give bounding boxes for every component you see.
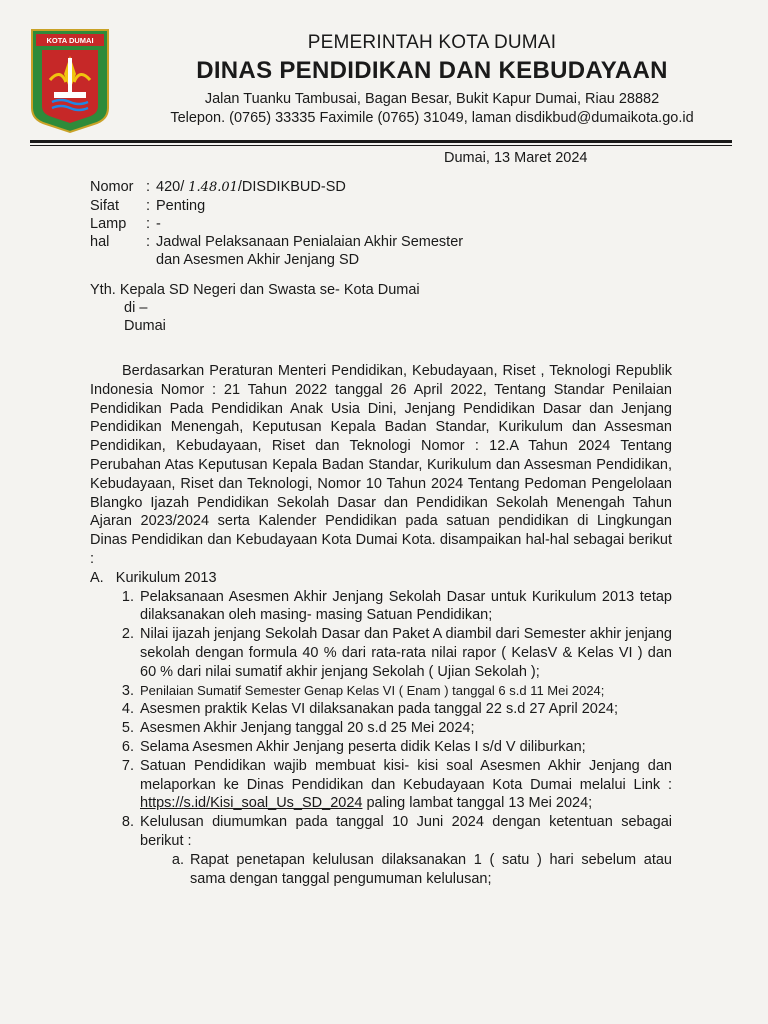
meta-lamp: Lamp : - bbox=[90, 216, 161, 232]
nomor-suffix: /DISDIKBUD-SD bbox=[237, 179, 346, 195]
item8-text: Kelulusan diumumkan pada tanggal 10 Juni 2024 dengan ketentuan sebagai berikut : bbox=[140, 814, 672, 849]
agency-address: Jalan Tuanku Tambusai, Bagan Besar, Bukit Kapur Dumai, Riau 28882 bbox=[204, 91, 660, 107]
section-a-list bbox=[90, 588, 672, 889]
hal-label: hal bbox=[90, 234, 110, 250]
list-item: 5. Asesmen Akhir Jenjang tanggal 20 s.d 25 Mei 2024; bbox=[121, 720, 475, 737]
list-item: 3. Penilaian Sumatif Semester Genap Kelas VI ( Enam ) tanggal 6 s.d 11 Mei 2024; bbox=[121, 682, 605, 699]
hal-value-line1: Jadwal Pelaksanaan Penialaian Akhir Semester bbox=[156, 234, 464, 250]
nomor-handwritten: 1.48.01 bbox=[188, 180, 238, 195]
letterhead-divider-thick bbox=[30, 140, 732, 143]
recipient-di: di – bbox=[124, 300, 148, 316]
meta-sifat: Sifat : Penting bbox=[90, 198, 206, 214]
emblem-label: KOTA DUMAI bbox=[46, 36, 94, 45]
letter-date: Dumai, 13 Maret 2024 bbox=[444, 150, 588, 166]
lamp-value: - bbox=[156, 216, 161, 232]
recipient-line: Yth. Kepala SD Negeri dan Swasta se- Kota Dumai bbox=[90, 282, 420, 298]
list-item: 1. Pelaksanaan Asesmen Akhir Jenjang Sekolah Dasar untuk Kurikulum 2013 tetap dilaksanakan oleh masing- masing Satuan Pendidikan; bbox=[121, 588, 672, 624]
sub-item-a: a. Rapat penetapan kelulusan dilaksanakan 1 ( satu ) hari sebelum atau sama dengan tanggal pengumuman kelulusan; bbox=[171, 851, 672, 887]
kota-dumai-emblem bbox=[30, 28, 110, 134]
letterhead-divider-thin bbox=[30, 145, 732, 146]
list-item: 4. Asesmen praktik Kelas VI dilaksanakan pada tanggal 22 s.d 27 April 2024; bbox=[121, 701, 618, 718]
letterhead bbox=[112, 30, 752, 128]
list-item: 2. Nilai ijazah jenjang Sekolah Dasar dan Paket A diambil dari Semester akhir jenjang sekolah dengan formula 40 % dari rata-rata nilai rapor ( KelasV & Kelas VI ) dan 60 % dari nilai sumatif akhir jenjang Sekolah ( Ujian Sekolah ); bbox=[121, 626, 672, 680]
list-item: 6. Selama Asesmen Akhir Jenjang peserta didik Kelas I s/d V diliburkan; bbox=[121, 738, 586, 755]
nomor-label: Nomor bbox=[90, 179, 134, 195]
agency-name: DINAS PENDIDIKAN DAN KEBUDAYAAN bbox=[196, 57, 668, 84]
intro-paragraph: Berdasarkan Peraturan Menteri Pendidikan, Kebudayaan, Riset , Teknologi Republik Indonesia Nomor : 21 Tahun 2022 tanggal 26 April 2022, Tentang Standar Penilaian Pendidikan Pada Pendidikan Anak Usia Dini, Jenjang Pendidikan Dasar dan Jenjang Pendidikan Menengah, Keputusan Kepala Badan Standar, Kurikulum dan Assesman Pendidikan, Kebudayaan, Riset dan Teknologi Nomor : 12.A Tahun 2024 Tentang Perubahan Atas Keputusan Kepala Badan Standar, Kurikulum dan Assesman Pendidikan, Kebudayaan, Riset dan Teknologi, Nomor 10 Tahun 2024 Tentang Pedoman Pengelolaan Blangko Ijazah Pendidikan Sekolah Dasar dan Pendidikan Sekolah Menengah Tahun Ajaran 2023/2024 serta Kalender Pendidikan pada satuan pendidikan di Lingkungan Dinas Pendidikan dan Kebudayaan Kota Dumai Kota. disampaikan hal-hal sebagai berikut : bbox=[90, 363, 672, 567]
nomor-value bbox=[156, 178, 346, 197]
meta-hal: hal : Jadwal Pelaksanaan Penialaian Akhir Semester bbox=[90, 234, 464, 250]
sifat-value: Penting bbox=[156, 198, 206, 214]
letter-body bbox=[90, 362, 672, 888]
list-item: 7. Satuan Pendidikan wajib membuat kisi- kisi soal Asesmen Akhir Jenjang dan melaporkan ke Dinas Pendidikan dan Kebudayaan Kota Dumai melalui Link : https://s.id/Kisi_soal_Us_SD_2024 paling lambat tanggal 13 Mei 2024; bbox=[121, 757, 672, 812]
item7-tail: paling lambat tanggal 13 Mei 2024; bbox=[362, 795, 593, 812]
meta-hal-cont bbox=[90, 251, 463, 269]
recipient-city: Dumai bbox=[124, 318, 166, 334]
nomor-prefix: 420/ bbox=[156, 179, 185, 195]
item7-text: Satuan Pendidikan wajib membuat kisi- kisi soal Asesmen Akhir Jenjang dan melaporkan ke Dinas Pendidikan dan Kebudayaan Kota Dumai melalui Link : bbox=[140, 757, 672, 793]
kisi-soal-link[interactable]: https://s.id/Kisi_soal_Us_SD_2024 bbox=[140, 795, 363, 812]
letter-meta bbox=[90, 178, 463, 269]
lamp-label: Lamp bbox=[90, 216, 127, 232]
meta-nomor: Nomor : 420/ 1.48.01/DISDIKBUD-SD bbox=[90, 179, 346, 195]
section-a-heading: A. Kurikulum 2013 bbox=[90, 569, 217, 586]
hal-value-line2: dan Asesmen Akhir Jenjang SD bbox=[156, 252, 360, 268]
recipient-address bbox=[90, 281, 420, 335]
list-item: 8. Kelulusan diumumkan pada tanggal 10 Juni 2024 dengan ketentuan sebagai berikut : a. Rapat penetapan kelulusan dilaksanakan 1 ( satu ) hari sebelum atau sama dengan tanggal pengumuman kelulusan; bbox=[121, 814, 672, 887]
agency-contact: Telepon. (0765) 33335 Faximile (0765) 31049, laman disdikbud@dumaikota.go.id bbox=[170, 110, 694, 126]
sifat-label: Sifat bbox=[90, 198, 120, 214]
government-name: PEMERINTAH KOTA DUMAI bbox=[307, 32, 557, 53]
